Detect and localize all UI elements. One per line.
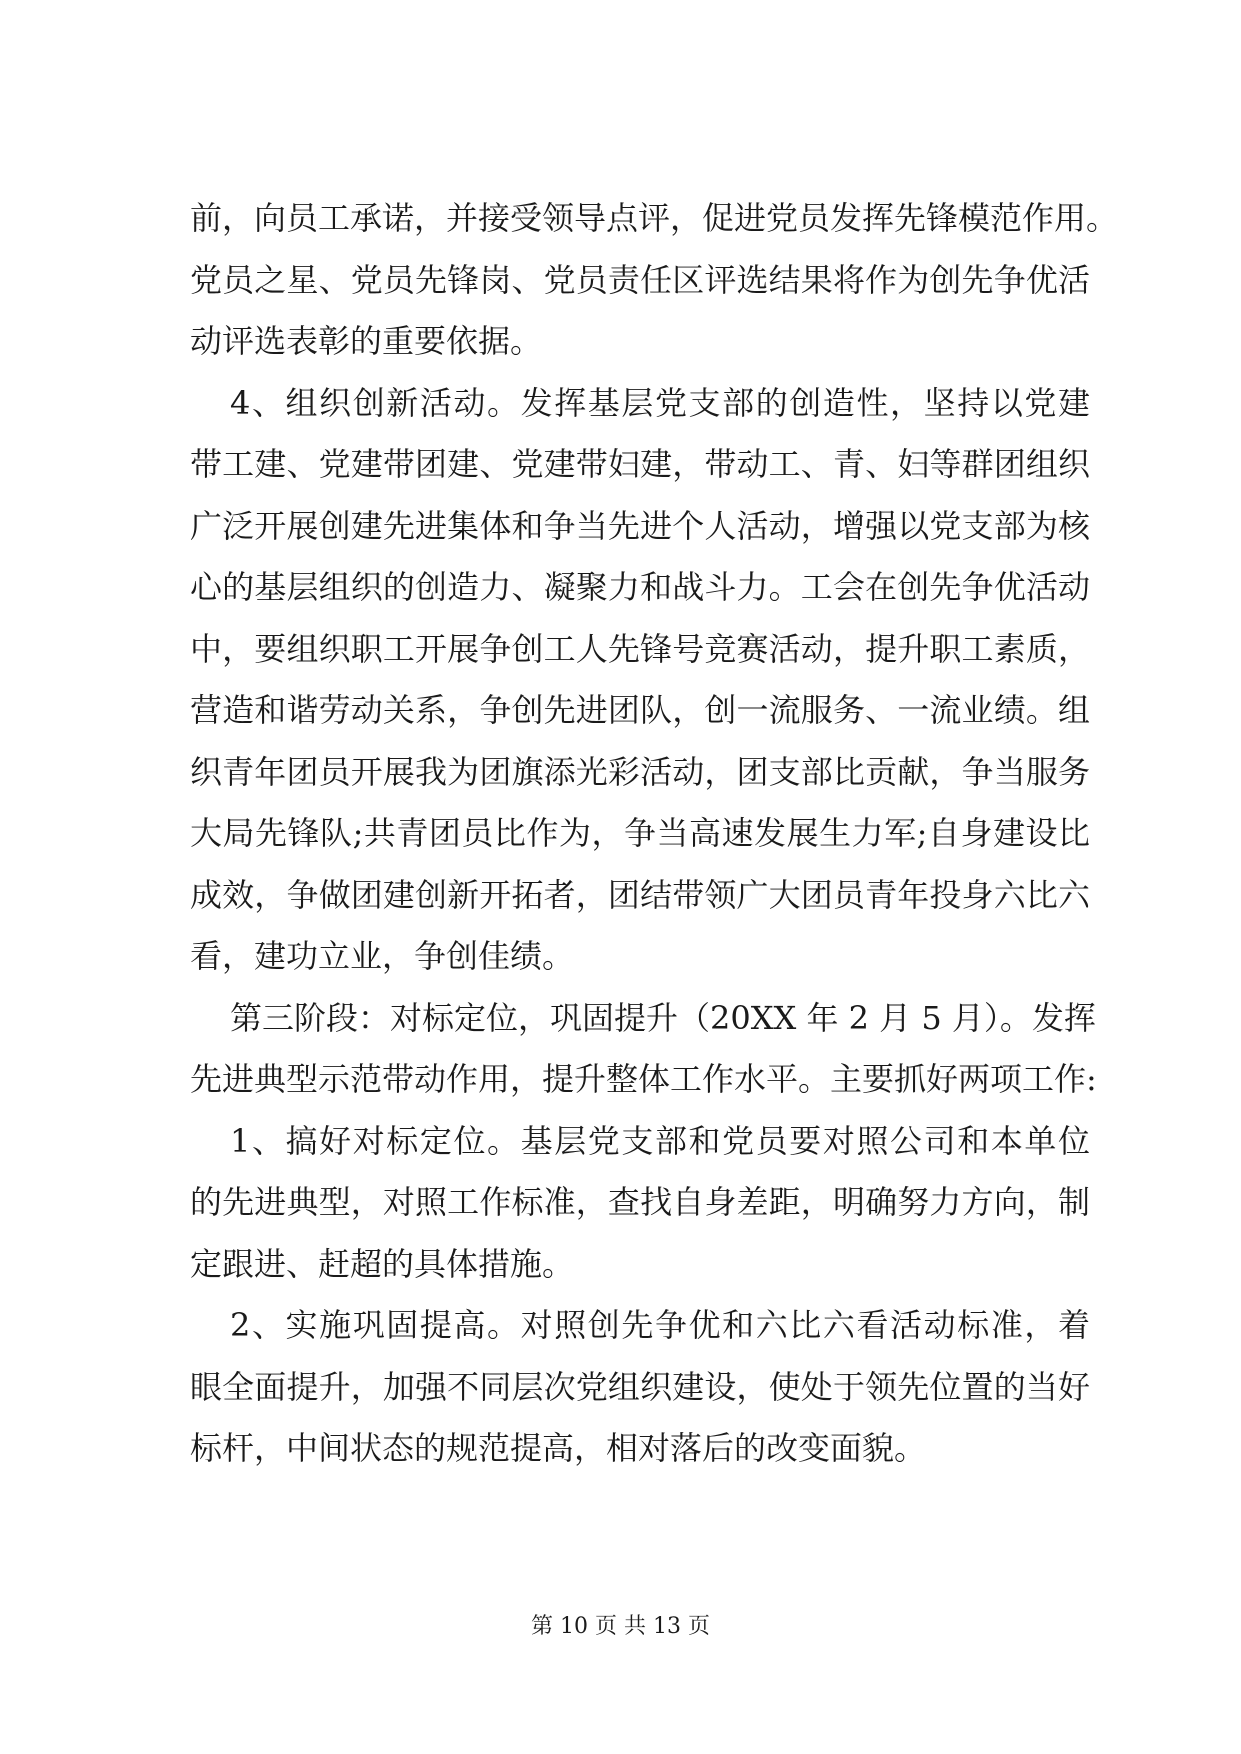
text-line: 2、实施巩固提高。对照创先争优和六比六看活动标准，着 bbox=[230, 1306, 1090, 1344]
text-line: 标杆，中间状态的规范提高，相对落后的改变面貌。 bbox=[190, 1429, 927, 1467]
page-number-footer: 第 10 页 共 13 页 bbox=[531, 1614, 710, 1639]
text-line: 心的基层组织的创造力、凝聚力和战斗力。工会在创先争优活动 bbox=[190, 568, 1090, 606]
text-line: 动评选表彰的重要依据。 bbox=[190, 322, 543, 360]
document-body bbox=[190, 188, 1119, 1480]
text-line: 1、搞好对标定位。基层党支部和党员要对照公司和本单位 bbox=[230, 1121, 1090, 1160]
text-line: 营造和谐劳动关系，争创先进团队，创一流服务、一流业绩。组 bbox=[190, 691, 1090, 729]
text-line: 先进典型示范带动作用，提升整体工作水平。主要抓好两项工作: bbox=[190, 1060, 1097, 1098]
text-line: 成效，争做团建创新开拓者，团结带领广大团员青年投身六比六 bbox=[190, 875, 1090, 914]
text-line: 第三阶段：对标定位，巩固提升（20XX 年 2 月 5 月）。发挥 bbox=[230, 998, 1096, 1037]
text-line: 党员之星、党员先锋岗、党员责任区评选结果将作为创先争优活 bbox=[190, 260, 1090, 299]
text-line: 大局先锋队;共青团员比作为，争当高速发展生力军;自身建设比 bbox=[190, 814, 1090, 852]
text-line: 广泛开展创建先进集体和争当先进个人活动，增强以党支部为核 bbox=[190, 506, 1090, 545]
text-line: 定跟进、赶超的具体措施。 bbox=[190, 1244, 575, 1283]
text-line: 看，建功立业，争创佳绩。 bbox=[190, 937, 575, 975]
text-line: 4、组织创新活动。发挥基层党支部的创造性，坚持以党建 bbox=[230, 383, 1090, 422]
text-line: 带工建、党建带团建、党建带妇建，带动工、青、妇等群团组织 bbox=[190, 445, 1090, 483]
text-line: 眼全面提升，加强不同层次党组织建设，使处于领先位置的当好 bbox=[190, 1367, 1090, 1406]
text-line: 的先进典型，对照工作标准，查找自身差距，明确努力方向，制 bbox=[190, 1183, 1090, 1221]
text-line: 中，要组织职工开展争创工人先锋号竞赛活动，提升职工素质， bbox=[190, 629, 1090, 668]
text-line: 织青年团员开展我为团旗添光彩活动，团支部比贡献，争当服务 bbox=[190, 752, 1090, 791]
text-line: 前，向员工承诺，并接受领导点评，促进党员发挥先锋模范作用。 bbox=[190, 199, 1119, 237]
